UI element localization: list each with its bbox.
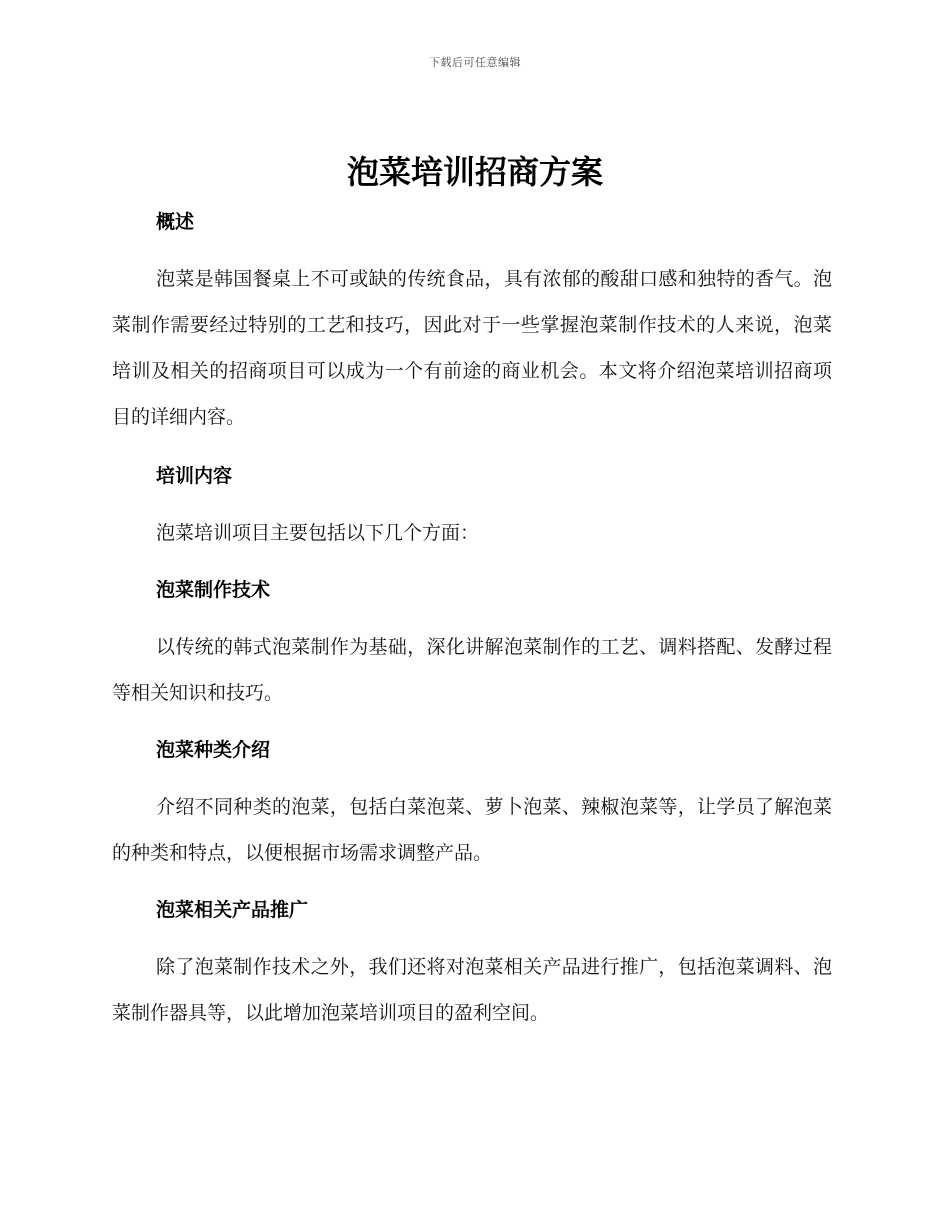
spacer [112,556,832,568]
spacer [112,772,832,784]
spacer [112,440,832,454]
section-heading-product-promotion: 泡菜相关产品推广 [156,899,309,921]
section-heading-training-content: 培训内容 [156,465,233,487]
spacer [112,244,832,256]
spacer [112,876,832,888]
section-heading-kimchi-technique: 泡菜制作技术 [156,579,271,601]
spacer [112,932,832,944]
paragraph-kimchi-technique: 以传统的韩式泡菜制作为基础，深化讲解泡菜制作的工艺、调料搭配、发酵过程等相关知识和技巧。 [112,636,832,704]
spacer [112,498,832,510]
spacer [112,612,832,624]
paragraph-overview: 泡菜是韩国餐桌上不可或缺的传统食品，具有浓郁的酸甜口感和独特的香气。泡菜制作需要经过特别的工艺和技巧，因此对于一些掌握泡菜制作技术的人来说，泡菜培训及相关的招商项目可以成为一个有前途的商业机会。本文将介绍泡菜培训招商项目的详细内容。 [112,268,832,428]
document-title: 泡菜培训招商方案 [346,153,603,191]
paragraph-product-promotion: 除了泡菜制作技术之外，我们还将对泡菜相关产品进行推广，包括泡菜调料、泡菜制作器具等，以此增加泡菜培训项目的盈利空间。 [112,956,832,1024]
section-heading-overview: 概述 [156,211,195,233]
paragraph-training-content: 泡菜培训项目主要包括以下几个方面： [156,522,480,544]
section-heading-kimchi-types: 泡菜种类介绍 [156,739,271,761]
paragraph-kimchi-types: 介绍不同种类的泡菜，包括白菜泡菜、萝卜泡菜、辣椒泡菜等，让学员了解泡菜的种类和特点，以便根据市场需求调整产品。 [112,796,832,864]
spacer [112,716,832,728]
document-body [112,200,832,1036]
header-note: 下载后可任意编辑 [429,56,521,69]
